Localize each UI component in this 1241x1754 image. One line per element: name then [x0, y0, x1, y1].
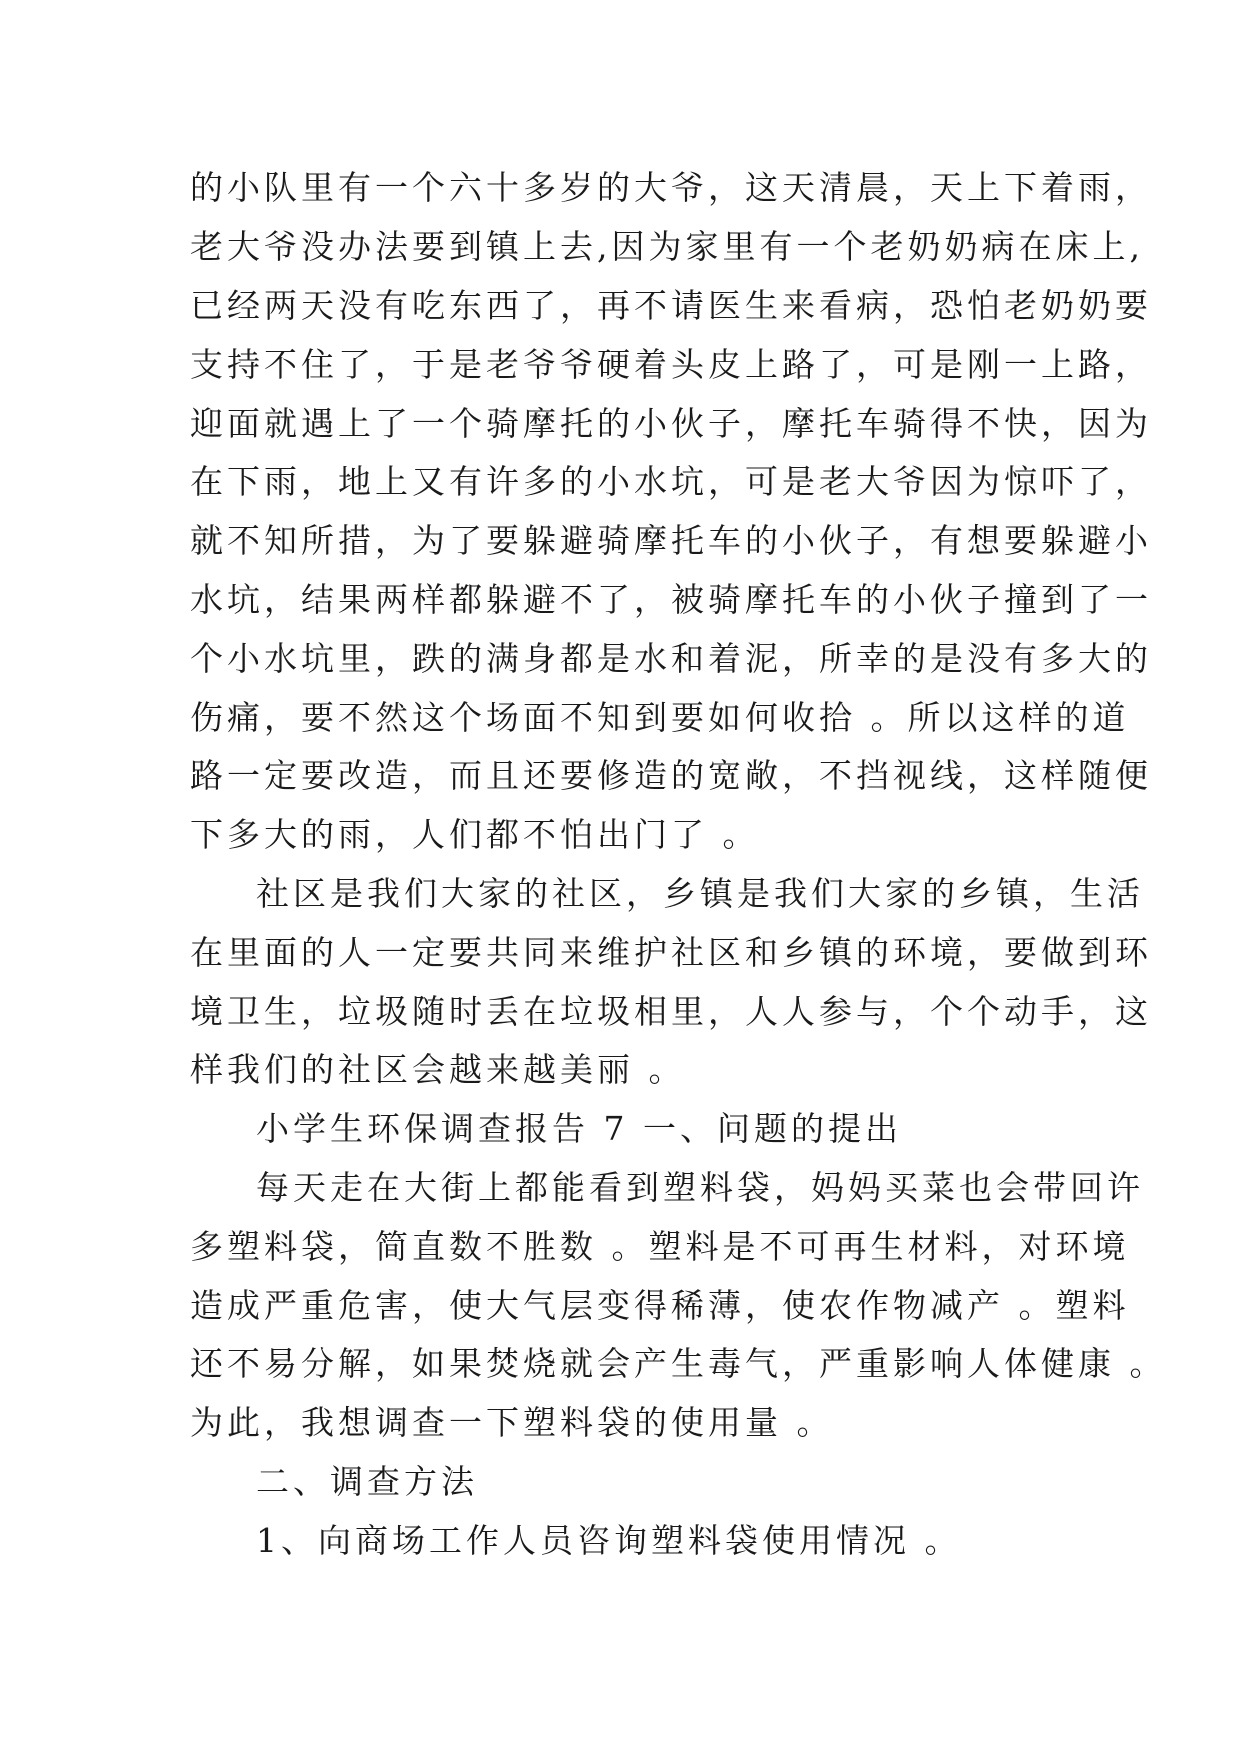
paragraph-start-line: 每天走在大街上都能看到塑料袋，妈妈买菜也会带回许	[256, 1168, 1144, 1207]
paragraph-start-line: 社区是我们大家的社区，乡镇是我们大家的乡镇，生活	[256, 874, 1144, 913]
text-line: 在里面的人一定要共同来维护社区和乡镇的环境，要做到环	[190, 933, 1152, 972]
text-line: 已经两天没有吃东西了，再不请医生来看病，恐怕老奶奶要	[190, 286, 1152, 325]
text-line: 伤痛，要不然这个场面不知到要如何收拾 。所以这样的道	[190, 698, 1130, 737]
list-item: 1、向商场工作人员咨询塑料袋使用情况 。	[256, 1521, 962, 1560]
text-line: 境卫生，垃圾随时丢在垃圾相里，人人参与，个个动手，这	[190, 992, 1152, 1031]
text-line: 样我们的社区会越来越美丽 。	[190, 1050, 686, 1089]
text-line: 路一定要改造，而且还要修造的宽敞，不挡视线，这样随便	[190, 756, 1152, 795]
text-line: 多塑料袋，简直数不胜数 。塑料是不可再生材料，对环境	[190, 1227, 1130, 1266]
text-line: 支持不住了，于是老爷爷硬着头皮上路了，可是刚一上路，	[190, 345, 1152, 384]
text-line: 个小水坑里，跌的满身都是水和着泥，所幸的是没有多大的	[190, 639, 1152, 678]
text-line: 就不知所措，为了要躲避骑摩托车的小伙子，有想要躲避小	[190, 521, 1152, 560]
text-line: 为此，我想调查一下塑料袋的使用量 。	[190, 1403, 834, 1442]
text-line: 水坑，结果两样都躲避不了，被骑摩托车的小伙子撞到了一	[190, 580, 1152, 619]
text-line: 下多大的雨，人们都不怕出门了 。	[190, 815, 760, 854]
text-line: 在下雨，地上又有许多的小水坑，可是老大爷因为惊吓了，	[190, 462, 1152, 501]
section-heading: 二、调查方法	[256, 1462, 478, 1501]
text-line: 的小队里有一个六十多岁的大爷，这天清晨，天上下着雨，	[190, 168, 1152, 207]
text-line: 造成严重危害，使大气层变得稀薄，使农作物减产 。塑料	[190, 1286, 1130, 1325]
text-line: 还不易分解，如果焚烧就会产生毒气，严重影响人体健康 。	[190, 1344, 1167, 1383]
section-heading: 小学生环保调查报告 7 一、问题的提出	[256, 1109, 902, 1148]
text-line: 老大爷没办法要到镇上去,因为家里有一个老奶奶病在床上,	[190, 227, 1144, 266]
text-line: 迎面就遇上了一个骑摩托的小伙子，摩托车骑得不快，因为	[190, 404, 1152, 443]
